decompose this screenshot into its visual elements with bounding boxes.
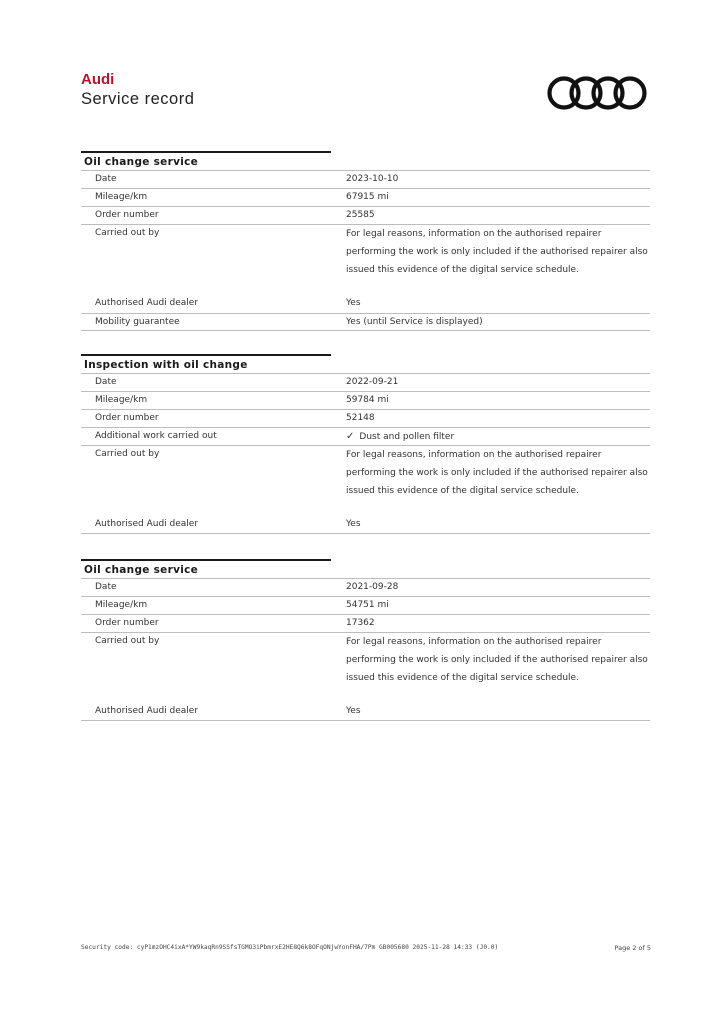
row-value: 2022-09-21 — [346, 377, 399, 387]
brand-name: Audi — [81, 71, 115, 88]
table-row — [81, 632, 650, 703]
row-value: For legal reasons, information on the authorised repairer performing the work is only included if the authorised repairer also issued this evidence of the digital service schedule. — [346, 637, 648, 683]
row-value: 2021-09-28 — [346, 582, 399, 592]
row-label: Authorised Audi dealer — [95, 706, 199, 716]
table-row — [81, 188, 650, 206]
row-label: Date — [95, 377, 117, 387]
row-value: 25585 — [346, 210, 375, 220]
row-label: Mobility guarantee — [95, 317, 180, 327]
table-row — [81, 373, 650, 391]
table-row — [81, 313, 650, 331]
service-section-1 — [81, 151, 650, 331]
row-label: Additional work carried out — [95, 431, 217, 441]
table-row — [81, 445, 650, 516]
table-row — [81, 391, 650, 409]
service-section-2 — [81, 354, 650, 534]
row-label: Date — [95, 582, 117, 592]
row-label: Order number — [95, 210, 159, 220]
table-row — [81, 427, 650, 445]
row-value: 54751 mi — [346, 600, 389, 610]
row-value — [331, 428, 650, 445]
row-label: Carried out by — [95, 449, 160, 459]
row-value: Yes — [346, 298, 361, 308]
row-label: Order number — [95, 413, 159, 423]
row-label: Authorised Audi dealer — [95, 519, 199, 529]
row-label: Carried out by — [95, 228, 160, 238]
page-number: Page 2 of 5 — [614, 944, 651, 952]
row-label: Authorised Audi dealer — [95, 298, 199, 308]
table-row — [81, 206, 650, 224]
row-value: Yes — [346, 519, 361, 529]
table-row — [81, 578, 650, 596]
security-code: Security code: cyP1mzOHC4ixA*YW9kaqRn9SSfsTGMO3iPbmrxE2HE8Q6k8OFqONjwYonFHA/7Pm GB005680 2025-11-28 14:33 (J0.0) — [81, 944, 499, 951]
service-section-3 — [81, 559, 650, 721]
page-title: Service record — [81, 90, 195, 108]
audi-rings-icon — [546, 75, 650, 111]
additional-work-text: Dust and pollen filter — [359, 432, 455, 442]
table-row — [81, 295, 650, 313]
table-row — [81, 703, 650, 721]
section-title: Oil change service — [81, 151, 331, 170]
table-row — [81, 516, 650, 534]
row-value: 59784 mi — [346, 395, 389, 405]
table-row — [81, 170, 650, 188]
section-title: Inspection with oil change — [81, 354, 331, 373]
row-label: Carried out by — [95, 636, 160, 646]
row-label: Date — [95, 174, 117, 184]
row-label: Mileage/km — [95, 192, 148, 202]
table-row — [81, 409, 650, 427]
footer — [81, 944, 651, 952]
row-value: 52148 — [346, 413, 375, 423]
row-value: Yes (until Service is displayed) — [346, 317, 483, 327]
row-value: 17362 — [346, 618, 375, 628]
row-value: For legal reasons, information on the authorised repairer performing the work is only included if the authorised repairer also issued this evidence of the digital service schedule. — [346, 229, 648, 275]
row-label: Order number — [95, 618, 159, 628]
row-value: 2023-10-10 — [346, 174, 399, 184]
row-value: Yes — [346, 706, 361, 716]
section-title: Oil change service — [81, 559, 331, 578]
row-label: Mileage/km — [95, 600, 148, 610]
row-label: Mileage/km — [95, 395, 148, 405]
table-row — [81, 614, 650, 632]
checkmark-icon: ✓ — [346, 431, 355, 442]
table-row — [81, 224, 650, 295]
row-value: 67915 mi — [346, 192, 389, 202]
table-row — [81, 596, 650, 614]
row-value: For legal reasons, information on the authorised repairer performing the work is only included if the authorised repairer also issued this evidence of the digital service schedule. — [346, 450, 648, 496]
